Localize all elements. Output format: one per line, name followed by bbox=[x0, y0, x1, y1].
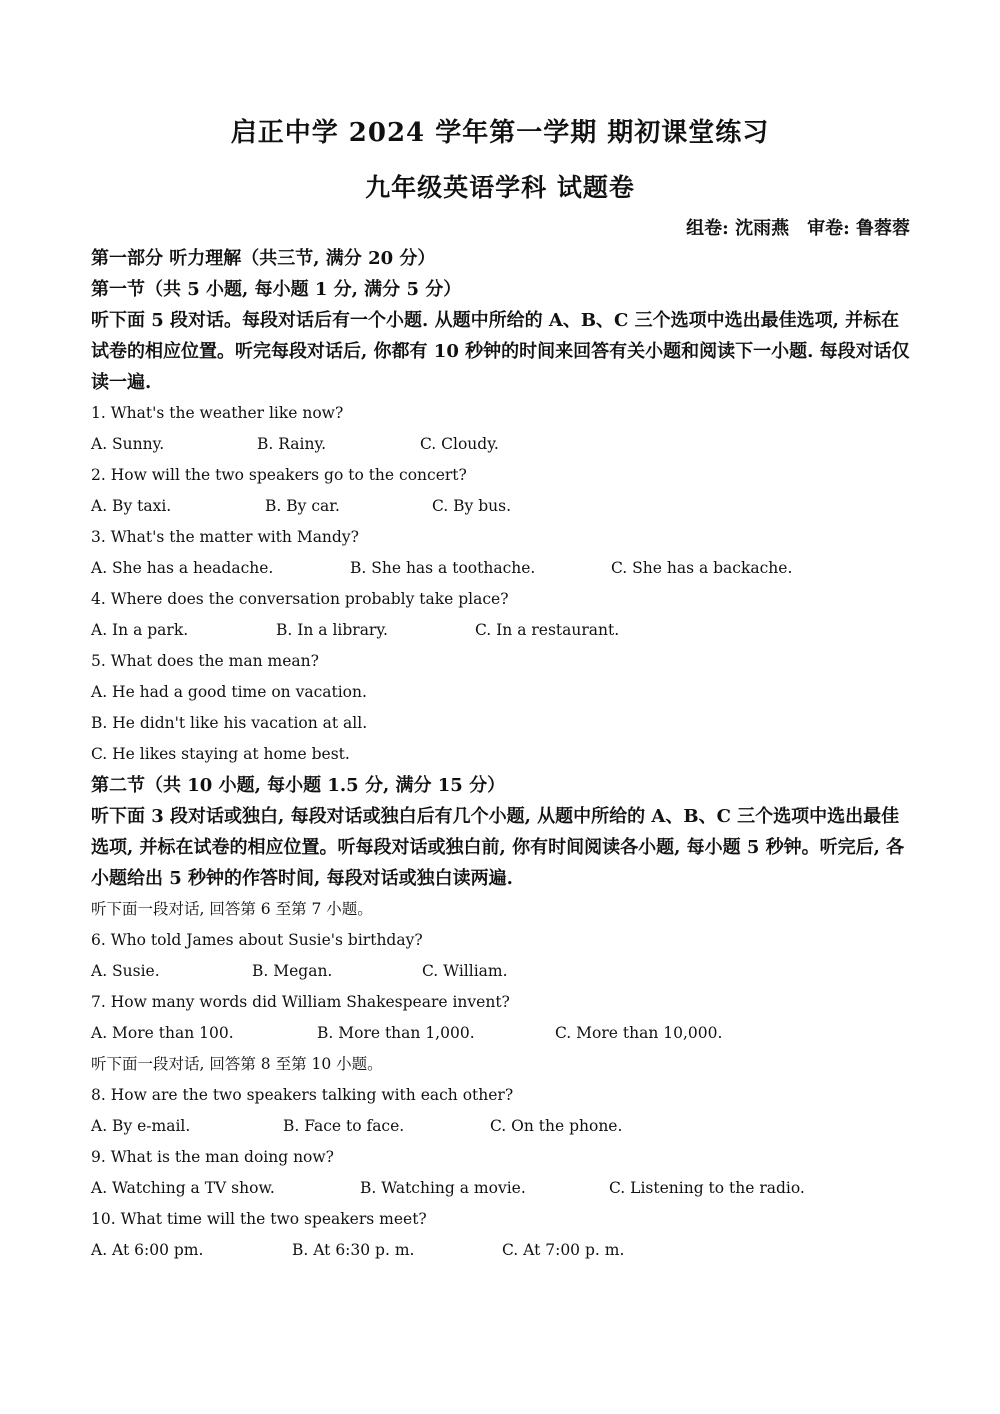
options-9 bbox=[91, 1173, 911, 1204]
option-b: B. Megan. bbox=[252, 962, 333, 980]
option-b: B. Face to face. bbox=[283, 1117, 405, 1135]
options-1 bbox=[91, 429, 911, 460]
option-c: C. On the phone. bbox=[490, 1117, 623, 1135]
question-4: 4. Where does the conversation probably take place? bbox=[91, 590, 509, 608]
option-b: B. She has a toothache. bbox=[350, 559, 536, 577]
option-a: A. She has a headache. bbox=[91, 559, 274, 577]
question-6: 6. Who told James about Susie's birthday? bbox=[91, 931, 423, 949]
option-b: B. At 6:30 p. m. bbox=[292, 1241, 415, 1259]
options-2 bbox=[91, 491, 911, 522]
option-c: C. He likes staying at home best. bbox=[91, 745, 350, 763]
question-10: 10. What time will the two speakers meet? bbox=[91, 1210, 427, 1228]
option-a: A. He had a good time on vacation. bbox=[91, 683, 367, 701]
option-a: A. Watching a TV show. bbox=[91, 1179, 275, 1197]
option-c: C. Listening to the radio. bbox=[609, 1179, 805, 1197]
option-b: B. In a library. bbox=[276, 621, 388, 639]
option-b: B. He didn't like his vacation at all. bbox=[91, 714, 368, 732]
option-a: A. By e-mail. bbox=[91, 1117, 191, 1135]
question-3: 3. What's the matter with Mandy? bbox=[91, 528, 359, 546]
section2-heading: 第二节（共 10 小题, 每小题 1.5 分, 满分 15 分） bbox=[91, 775, 506, 796]
options-4 bbox=[91, 615, 911, 646]
option-a: A. At 6:00 pm. bbox=[91, 1241, 204, 1259]
options-7 bbox=[91, 1018, 911, 1049]
question-8: 8. How are the two speakers talking with each other? bbox=[91, 1086, 514, 1104]
question-1: 1. What's the weather like now? bbox=[91, 404, 344, 422]
option-b: B. Rainy. bbox=[257, 435, 327, 453]
option-c: C. Cloudy. bbox=[420, 435, 499, 453]
option-a: A. Susie. bbox=[91, 962, 160, 980]
option-c: C. More than 10,000. bbox=[555, 1024, 723, 1042]
option-a: A. More than 100. bbox=[91, 1024, 234, 1042]
option-c: C. At 7:00 p. m. bbox=[502, 1241, 625, 1259]
part1-heading: 第一部分 听力理解（共三节, 满分 20 分） bbox=[91, 248, 436, 269]
section1-heading: 第一节（共 5 小题, 每小题 1 分, 满分 5 分） bbox=[91, 279, 462, 300]
exam-body bbox=[91, 243, 911, 1266]
authors bbox=[668, 214, 910, 240]
question-5: 5. What does the man mean? bbox=[91, 652, 319, 670]
question-2: 2. How will the two speakers go to the concert? bbox=[91, 466, 467, 484]
options-6 bbox=[91, 956, 911, 987]
option-c: C. William. bbox=[422, 962, 508, 980]
section2-instruction: 听下面 3 段对话或独白, 每段对话或独白后有几个小题, 从题中所给的 A、B、C 三个选项中选出最佳选项, 并标在试卷的相应位置。听每段对话或独白前, 你有时间阅读各小题, 每小题 5 秒钟。听完后, 各小题给出 5 秒钟的作答时间, 每段对话或独白读两遍. bbox=[91, 806, 905, 889]
reviewer: 审卷: 鲁蓉蓉 bbox=[807, 218, 910, 239]
option-c: C. By bus. bbox=[432, 497, 512, 515]
option-c: C. In a restaurant. bbox=[475, 621, 620, 639]
compiler: 组卷: 沈雨燕 bbox=[686, 218, 790, 239]
options-3 bbox=[91, 553, 911, 584]
options-8 bbox=[91, 1111, 911, 1142]
section1-instruction: 听下面 5 段对话。每段对话后有一个小题. 从题中所给的 A、B、C 三个选项中选出最佳选项, 并标在试卷的相应位置。听完每段对话后, 你都有 10 秒钟的时间来回答有关小题和阅读下一小题. 每段对话仅读一遍. bbox=[91, 310, 910, 393]
option-b: B. Watching a movie. bbox=[360, 1179, 526, 1197]
option-a: A. Sunny. bbox=[91, 435, 165, 453]
option-b: B. More than 1,000. bbox=[317, 1024, 475, 1042]
option-c: C. She has a backache. bbox=[611, 559, 793, 577]
listening-note-2: 听下面一段对话, 回答第 8 至第 10 小题。 bbox=[91, 1055, 383, 1073]
option-a: A. In a park. bbox=[91, 621, 189, 639]
question-7: 7. How many words did William Shakespeare invent? bbox=[91, 993, 510, 1011]
option-b: B. By car. bbox=[265, 497, 340, 515]
listening-note-1: 听下面一段对话, 回答第 6 至第 7 小题。 bbox=[91, 900, 373, 918]
exam-subtitle: 九年级英语学科 试题卷 bbox=[365, 173, 635, 202]
question-9: 9. What is the man doing now? bbox=[91, 1148, 334, 1166]
options-10 bbox=[91, 1235, 911, 1266]
option-a: A. By taxi. bbox=[91, 497, 172, 515]
exam-title: 启正中学 2024 学年第一学期 期初课堂练习 bbox=[230, 118, 770, 148]
